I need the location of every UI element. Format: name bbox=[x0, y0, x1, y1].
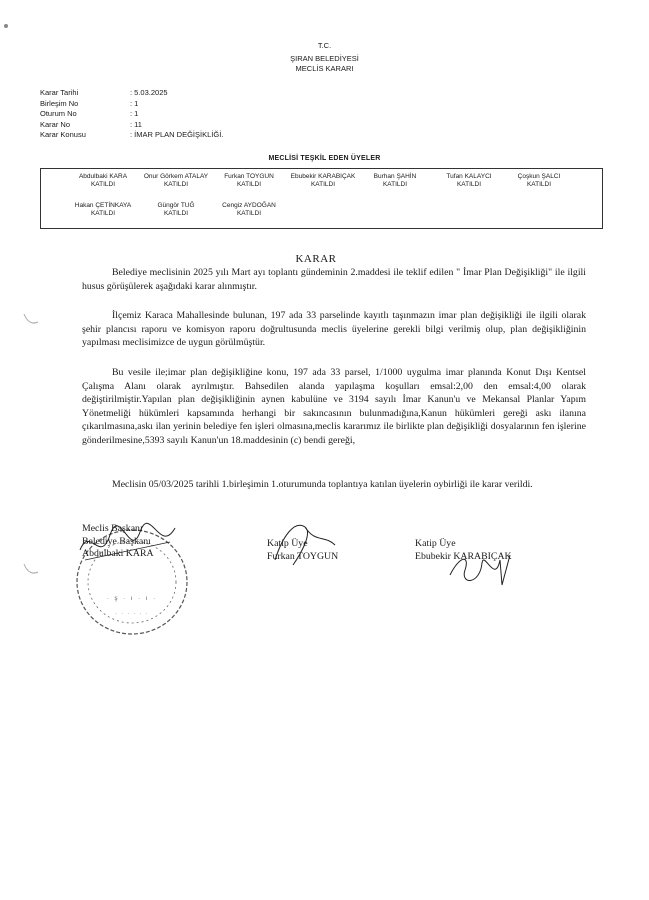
meta-value: : 11 bbox=[130, 119, 142, 129]
member-entry bbox=[144, 173, 208, 189]
decision-paragraph: Bu vesile ile;imar plan değişikliğine konu, 197 ada 33 parsel, 1/1000 uygulma imar planında Konut Dışı Kentsel Çalışma Alanı olarak ayrılmıştır. Bahsedilen alanda yapılaşma koşulları emsal:2,00 den emsal:4,00 olarak değiştirilmiştir.Yapılan plan değişikliğinin aynen kabulüne ve 3194 sayılı İmar Kanun'u ve Mekansal Planlar Yapım Yönetmeliği hükümleri kapsamında herhangi bir sakıncasının bulunmadığına,Kanun hükümleri gereği askı ilanına çıkarılmasına,askı ilan yerinin belediye fen işleri olmasına,meclis kararımız ile birlikte plan değişikliği dosyalarının fen işlerine gönderilmesine,5393 sayılı Kanun'un 18.maddesinin (c) bendi gereği, bbox=[82, 367, 586, 446]
member-status: KATILDI bbox=[310, 181, 336, 188]
signature-role: Meclis Başkanı bbox=[82, 523, 143, 534]
member-status: KATILDI bbox=[526, 181, 552, 188]
member-entry bbox=[518, 173, 561, 189]
decision-title: KARAR bbox=[295, 253, 337, 265]
member-name: Ebubekir KARABIÇAK bbox=[290, 173, 356, 180]
clerk-2-signature-scribble bbox=[440, 545, 520, 595]
member-entry bbox=[75, 202, 131, 218]
scan-speck bbox=[4, 24, 8, 28]
signature-name: Abdulbaki KARA bbox=[82, 548, 154, 559]
member-name: Çoşkun ŞALCI bbox=[517, 173, 561, 180]
member-entry bbox=[79, 173, 127, 189]
meta-row bbox=[40, 109, 223, 120]
member-status: KATILDI bbox=[90, 210, 116, 217]
member-status: KATILDI bbox=[236, 210, 262, 217]
signature-name: Ebubekir KARABIÇAK bbox=[415, 550, 512, 562]
meta-row bbox=[40, 120, 223, 131]
meta-value: : 5.03.2025 bbox=[130, 88, 168, 97]
member-name: Onur Görkem ATALAY bbox=[143, 173, 209, 180]
signature-title: Belediye Başkanı bbox=[82, 535, 151, 547]
member-status: KATILDI bbox=[456, 181, 482, 188]
signature-role: Katip Üye bbox=[415, 538, 456, 549]
member-entry bbox=[291, 173, 356, 189]
member-name: Tufan KALAYCI bbox=[446, 173, 492, 180]
svg-text:· · · · · ·: · · · · · · bbox=[115, 611, 149, 617]
meta-row bbox=[40, 130, 223, 141]
decision-paragraph: İlçemiz Karaca Mahallesinde bulunan, 197 ada 33 parselinde kayıtlı taşınmazın imar plan değişikliği ile ilgili olarak şehir plancısı raporu ve komisyon raporu doğrultusunda meclis üyelerine gerekli bilgi verilmiş olup, plan değişikliğinin yapılması meclisimizce de uygun görülmüştür. bbox=[82, 310, 586, 348]
meta-row bbox=[40, 88, 223, 99]
member-status: KATILDI bbox=[163, 181, 189, 188]
header-municipality: ŞIRAN BELEDİYESİ bbox=[290, 54, 359, 63]
member-status: KATILDI bbox=[236, 181, 262, 188]
meta-key: Birleşim No bbox=[40, 98, 79, 108]
decision-meta bbox=[40, 88, 223, 141]
meta-value: : 1 bbox=[130, 109, 139, 118]
meta-value: : 1 bbox=[130, 98, 139, 108]
members-title: MECLİSİ TEŞKİL EDEN ÜYELER bbox=[268, 155, 381, 162]
punch-mark bbox=[20, 560, 40, 580]
signature-name: Furkan TOYGUN bbox=[267, 550, 339, 562]
members-box bbox=[40, 168, 603, 229]
punch-mark bbox=[20, 310, 40, 330]
member-entry bbox=[374, 173, 417, 189]
svg-text:· ş · ı · ı ·: · ş · ı · ı · bbox=[106, 596, 158, 602]
member-entry bbox=[224, 173, 274, 189]
member-name: Hakan ÇETİNKAYA bbox=[74, 202, 132, 209]
member-entry bbox=[157, 202, 194, 218]
meta-row bbox=[40, 99, 223, 110]
chairman-signature-scribble bbox=[75, 520, 185, 570]
meta-key: Karar Tarihi bbox=[40, 88, 79, 97]
member-entry bbox=[446, 173, 491, 189]
member-entry bbox=[222, 202, 276, 218]
clerk-1-signature-scribble bbox=[265, 515, 355, 575]
member-name: Cengiz AYDOĞAN bbox=[222, 202, 276, 209]
member-status: KATILDI bbox=[163, 210, 189, 217]
signature-role: Katip Üye bbox=[267, 538, 308, 549]
member-status: KATILDI bbox=[90, 181, 116, 188]
meta-key: Oturum No bbox=[40, 109, 77, 118]
member-name: Furkan TOYGUN bbox=[224, 173, 274, 180]
decision-paragraph: Meclisin 05/03/2025 tarihli 1.birleşimin 1.oturumunda toplantıya katılan üyelerin oybirliği ile karar verildi. bbox=[112, 479, 533, 490]
meta-key: Karar No bbox=[40, 119, 71, 129]
header-document-type: MECLİS KARARI bbox=[295, 64, 354, 73]
member-name: Güngör TUĞ bbox=[157, 202, 195, 209]
meta-value: : İMAR PLAN DEĞİŞİKLİĞİ. bbox=[130, 130, 224, 139]
member-status: KATILDI bbox=[382, 181, 408, 188]
meta-key: Karar Konusu bbox=[40, 130, 86, 139]
header-tc: T.C. bbox=[317, 41, 332, 50]
member-name: Burhan ŞAHİN bbox=[373, 173, 417, 180]
decision-paragraph: Belediye meclisinin 2025 yılı Mart ayı toplantı gündeminin 2.maddesi ile teklif edilen " İmar Plan Değişikliği" ile ilgili husus görüşülerek aşağıdaki karar alınmıştır. bbox=[82, 267, 586, 292]
member-name: Abdulbaki KARA bbox=[78, 173, 128, 180]
